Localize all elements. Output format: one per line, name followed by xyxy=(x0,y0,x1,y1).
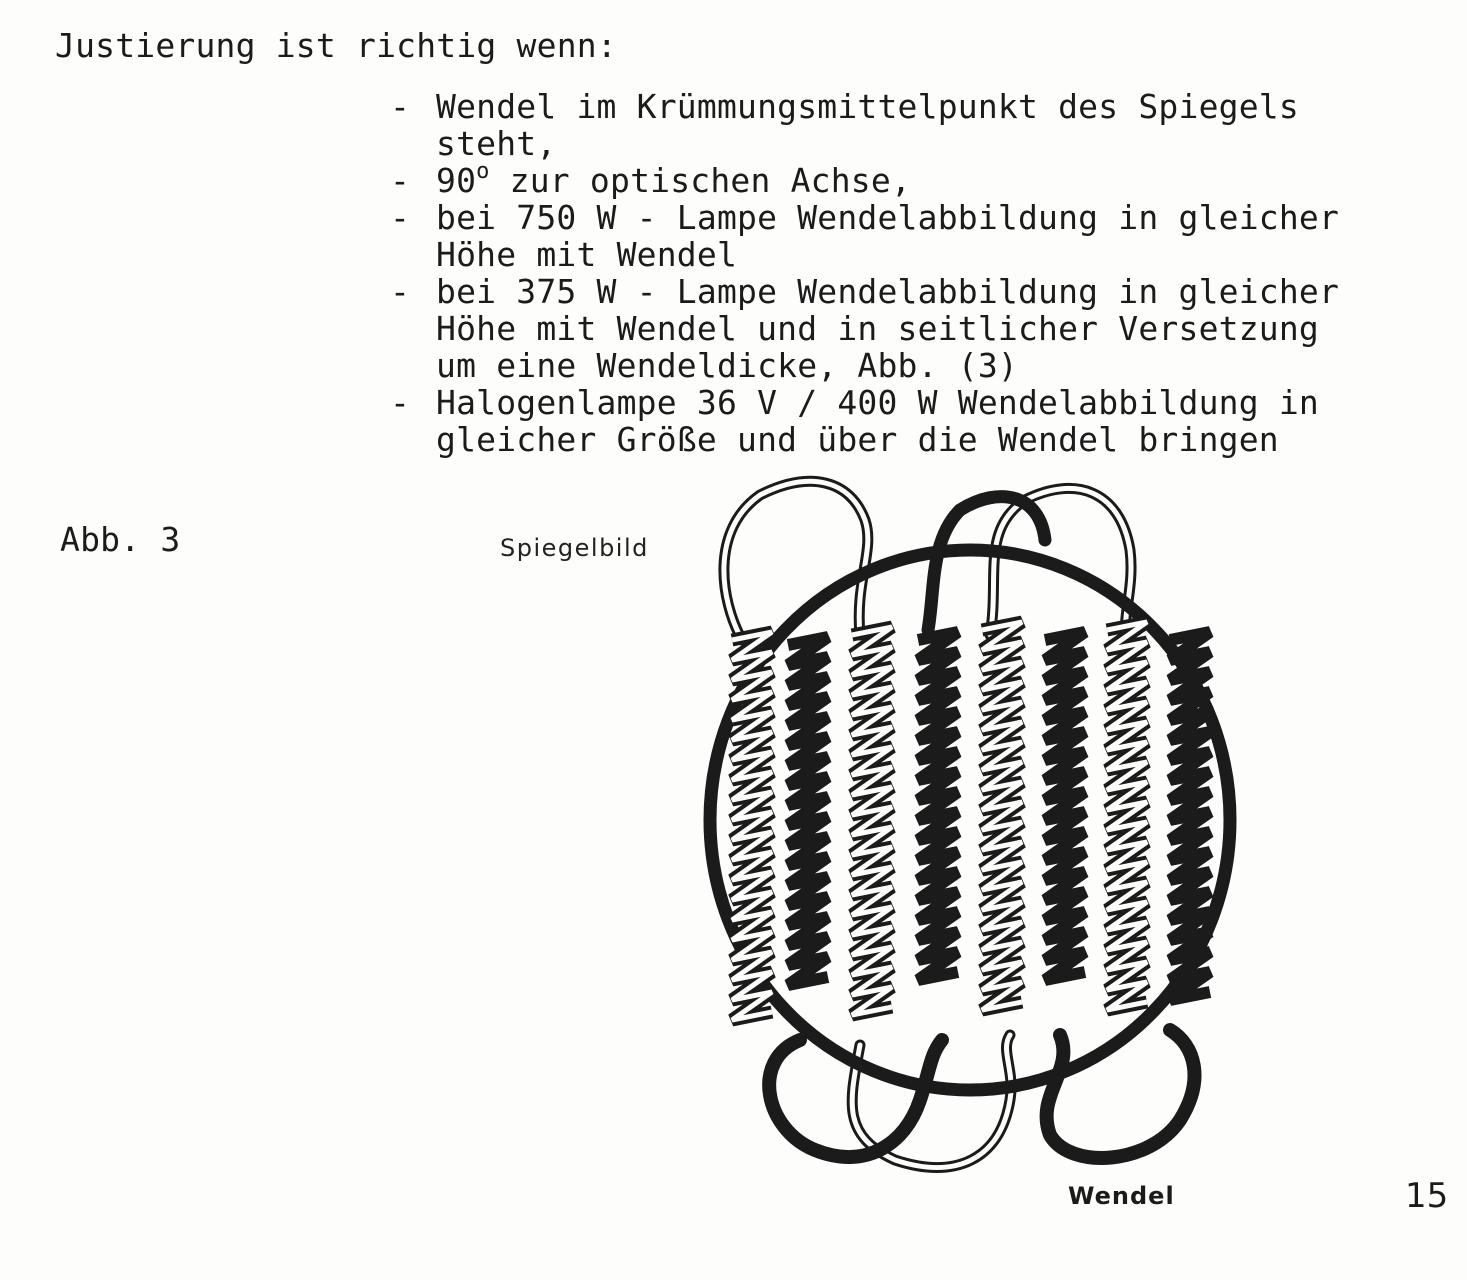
condition-text: bei 375 W - Lampe Wendelabbildung in gleicher xyxy=(436,272,1340,311)
condition-text: Höhe mit Wendel und in seitlicher Versetzung xyxy=(436,309,1319,348)
condition-item xyxy=(390,88,1339,162)
condition-item xyxy=(390,199,1339,273)
bullet-dash: - xyxy=(390,87,411,126)
condition-text xyxy=(436,159,1339,200)
mirror-image-caption: Spiegelbild xyxy=(500,534,649,562)
condition-text: bei 750 W - Lampe Wendelabbildung in gleicher xyxy=(436,198,1340,237)
filament-coils xyxy=(732,622,1210,1020)
bullet-dash: - xyxy=(390,198,411,237)
angle-value: 90 xyxy=(436,161,477,200)
angle-text: zur optischen Achse, xyxy=(489,161,912,200)
page-number: 15 xyxy=(1405,1176,1449,1216)
filament-caption: Wendel xyxy=(1068,1182,1175,1210)
condition-item xyxy=(390,159,1339,200)
condition-text: gleicher Größe und über die Wendel bringen xyxy=(436,420,1279,459)
bullet-dash: - xyxy=(390,272,411,311)
condition-item xyxy=(390,384,1339,458)
bullet-dash: - xyxy=(390,161,411,200)
condition-item xyxy=(390,273,1339,384)
bullet-dash: - xyxy=(390,383,411,422)
condition-list xyxy=(390,88,1339,458)
filament-figure xyxy=(680,470,1260,1190)
degree-sign: o xyxy=(476,159,490,184)
page-heading: Justierung ist richtig wenn: xyxy=(55,26,617,65)
condition-text: Halogenlampe 36 V / 400 W Wendelabbildung in xyxy=(436,383,1319,422)
condition-text: steht, xyxy=(436,124,557,163)
condition-text: um eine Wendeldicke, Abb. (3) xyxy=(436,346,1018,385)
condition-text: Wendel im Krümmungsmittelpunkt des Spiegels xyxy=(436,87,1299,126)
figure-label: Abb. 3 xyxy=(60,520,181,559)
condition-text: Höhe mit Wendel xyxy=(436,235,738,274)
